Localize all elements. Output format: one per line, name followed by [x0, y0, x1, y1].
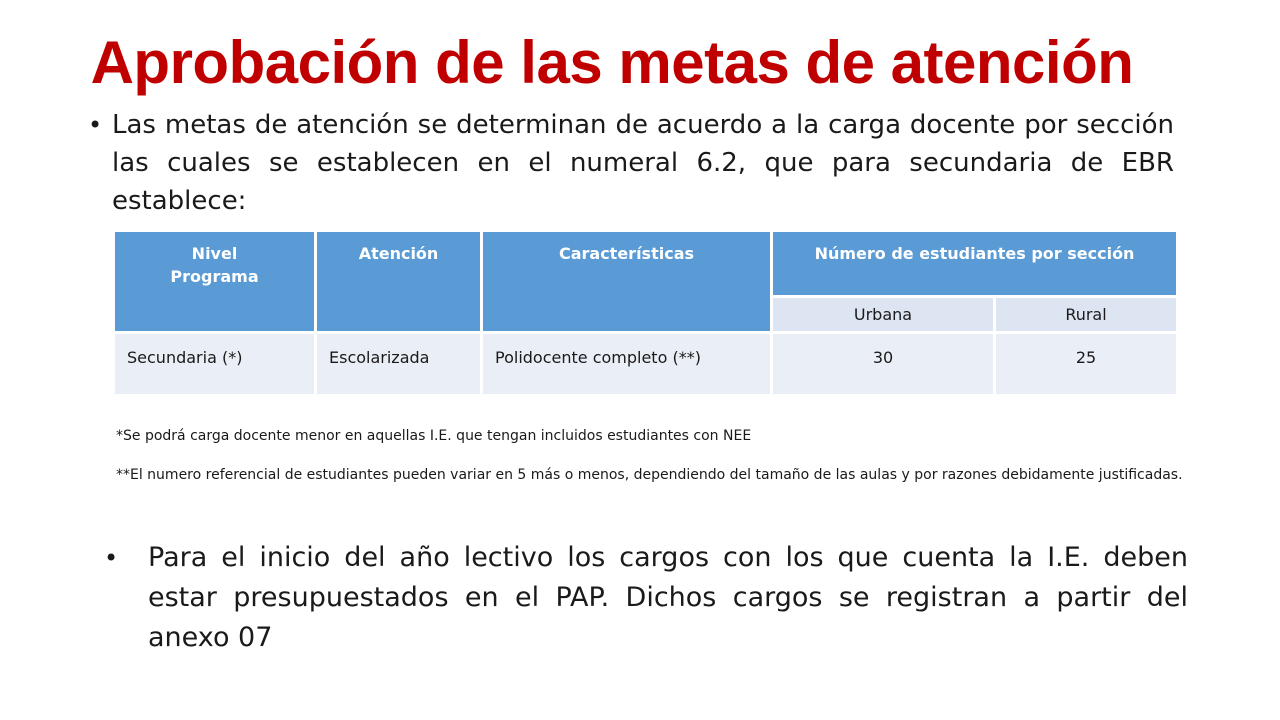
- header-nivel-label: Nivel: [191, 244, 238, 263]
- cell-caracteristicas: Polidocente completo (**): [482, 333, 772, 396]
- slide-title: Aprobación de las metas de atención: [90, 29, 1134, 96]
- bullet-text: Para el inicio del año lectivo los cargos con los que cuenta la I.E. deben estar presupuestados en el PAP. Dichos cargos se registran a partir del anexo 07: [148, 542, 1188, 653]
- subheader-rural: Rural: [995, 297, 1178, 333]
- bullet-marker: •: [88, 111, 103, 139]
- subheader-urbana: Urbana: [772, 297, 995, 333]
- cell-nivel: Secundaria (*): [114, 333, 316, 396]
- header-atencion: Atención: [316, 231, 482, 333]
- footnote-1: *Se podrá carga docente menor en aquellas I.E. que tengan incluidos estudiantes con NEE: [116, 428, 752, 444]
- header-nivel-programa: [114, 231, 316, 333]
- footnote-2: **El numero referencial de estudiantes pueden variar en 5 más o menos, dependiendo del tamaño de las aulas y por razones debidamente justificadas.: [116, 467, 1183, 483]
- header-programa-label: Programa: [170, 267, 259, 286]
- cell-urbana: 30: [772, 333, 995, 396]
- header-caracteristicas: Características: [482, 231, 772, 333]
- bullet-text: Las metas de atención se determinan de acuerdo a la carga docente por sección las cuales se establecen en el numeral 6.2, que para secundaria de EBR establece:: [112, 110, 1174, 216]
- metas-table: [112, 229, 1179, 397]
- cell-rural: 25: [995, 333, 1178, 396]
- bullet-marker: •: [104, 544, 119, 572]
- cell-atencion: Escolarizada: [316, 333, 482, 396]
- bullet-point-1: [88, 106, 1174, 220]
- header-numero-estudiantes: Número de estudiantes por sección: [772, 231, 1178, 297]
- bullet-point-2: [104, 538, 1188, 658]
- table-row: [114, 333, 1178, 396]
